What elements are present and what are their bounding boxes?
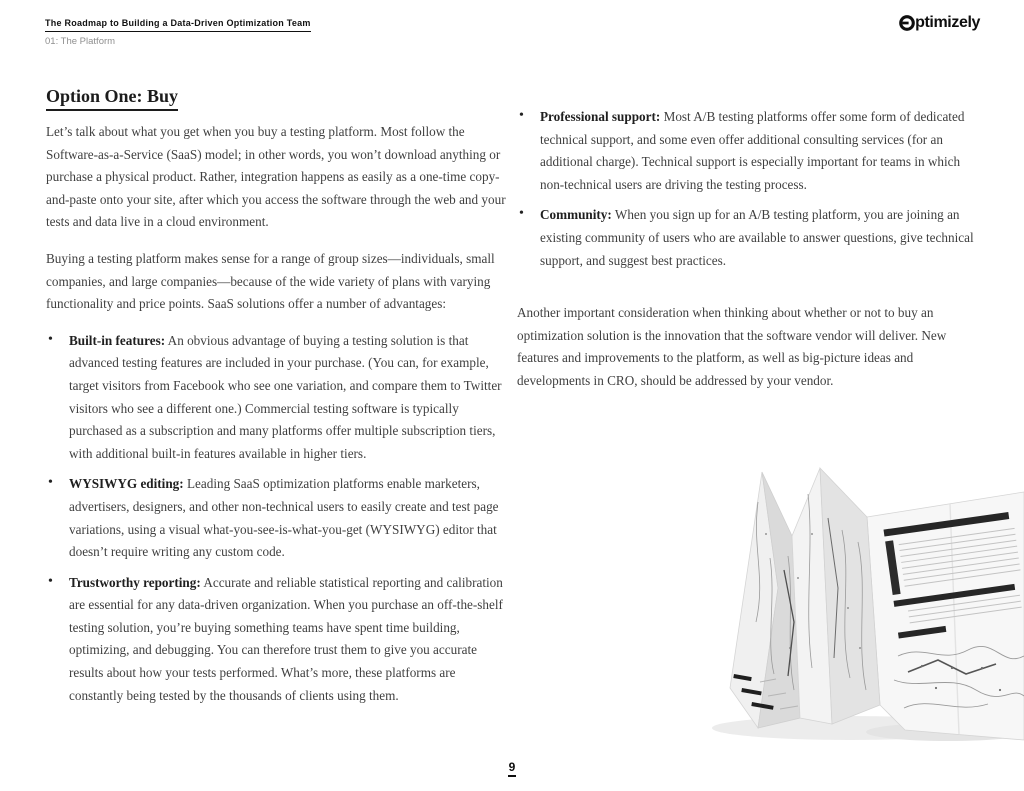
bullet-label: Built-in features:: [69, 332, 166, 348]
list-item-built-in-features: [46, 330, 508, 466]
page-number: 9: [0, 758, 1024, 777]
list-item-trustworthy-reporting: [46, 572, 508, 708]
bullet-text: Leading SaaS optimization platforms enable marketers, advertisers, designers, and other non-technical users to easily create and test page variations, using a visual what-you-see-is-what-you-get (WYSIWYG) editor that doesn’t require writing any custom code.: [69, 476, 499, 560]
bullet-label: Trustworthy reporting:: [69, 574, 201, 590]
bullet-label: Community:: [540, 207, 612, 223]
chapter-label: 01: The Platform: [45, 36, 116, 47]
optimizely-wordmark: ptimizely: [915, 14, 980, 31]
advantages-list-continued: [517, 106, 979, 272]
left-column: [46, 86, 508, 707]
bullet-text: Accurate and reliable statistical reporting and calibration are essential for any data-driven organization. When you purchase an off-the-shelf testing solution, you’re buying something teams have spent time building, optimizing, and debugging. You can therefore trust them to give you accurate results about how your tests performed. What’s more, these platforms are constantly being tested by the thousands of clients using them.: [69, 574, 503, 703]
document-title: The Roadmap to Building a Data-Driven Optimization Team: [45, 18, 311, 32]
bullet-text: An obvious advantage of buying a testing solution is that advanced testing features are included in your purchase. (You can, for example, target visitors from Facebook who see one variation, and compare them to Twitter visitors who see a different one.) Commercial testing software is typically purchased as a subscription and many platforms offer multiple subscription tiers, with additional built-in features available in higher tiers.: [69, 332, 502, 461]
optimizely-logo: [898, 14, 980, 32]
paragraph: Another important consideration when thinking about whether or not to buy an optimization solution is the innovation that the software vendor will deliver. New features and improvements to the platform, as well as big-picture ideas and developments in CRO, should be addressed by your vendor.: [517, 305, 947, 388]
list-item-wysiwyg-editing: [46, 473, 508, 563]
advantages-list: [46, 330, 508, 708]
list-item-professional-support: [517, 106, 979, 196]
folded-map-image: [700, 438, 1024, 750]
optimizely-o-icon: [898, 14, 916, 32]
bullet-text: Most A/B testing platforms offer some form of dedicated technical support, and some even offer additional consulting services (for an additional charge). Technical support is especially important for teams in which non-technical users are driving the testing process.: [540, 109, 965, 192]
paragraph: Buying a testing platform makes sense for a range of group sizes—individuals, small companies, and large companies—because of the wide variety of plans with varying functionality and price points. SaaS solutions offer a number of advantages:: [46, 250, 495, 312]
list-item-community: [517, 204, 979, 272]
bullet-label: WYSIWYG editing:: [69, 476, 184, 492]
bullet-label: Professional support:: [540, 109, 661, 124]
page-header: [45, 13, 311, 47]
section-heading: Option One: Buy: [46, 86, 178, 111]
right-column: [517, 106, 979, 393]
paragraph: Let’s talk about what you get when you buy a testing platform. Most follow the Software-as-a-Service (SaaS) model; in other words, you won’t download anything or purchase a physical product. Rather, integration happens as easily as a one-time copy-and-paste onto your site, after which you access the software through the web and your tests and data live in a cloud environment.: [46, 124, 506, 230]
bullet-text: When you sign up for an A/B testing platform, you are joining an existing community of users who are available to answer questions, give technical support, and suggest best practices.: [540, 207, 974, 268]
